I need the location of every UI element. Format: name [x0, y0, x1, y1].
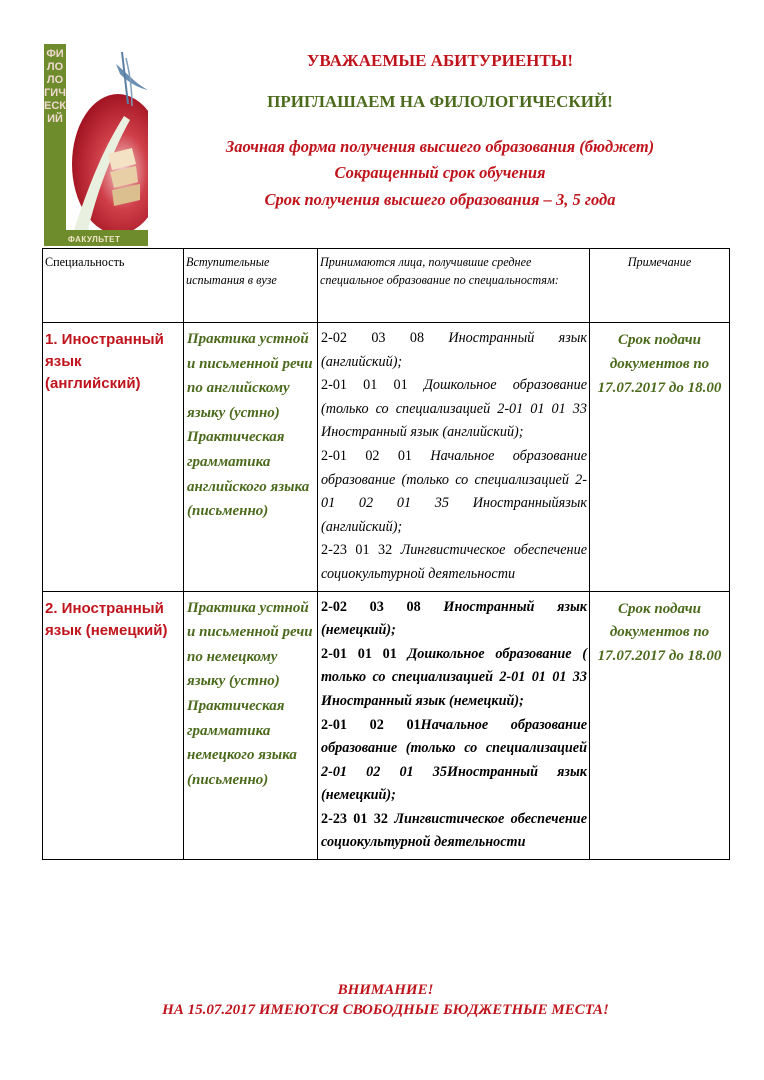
study-duration-line: Срок получения высшего образования – 3, 5 года [264, 190, 616, 209]
accepted-list-german [318, 591, 590, 860]
list-item: 2-23 01 32 Лингвистическое обеспечение социокультурной деятельности [321, 810, 587, 851]
logo-vertical-text: ФИЛОЛОГИЧЕСКИЙ [44, 48, 66, 125]
greeting-title: УВАЖАЕМЫЕ АБИТУРИЕНТЫ! [306, 51, 574, 70]
list-item: 2-01 01 01 Дошкольное образование (только со специализацией 2-01 01 01 33 Иностранный язык (английский); [321, 377, 587, 441]
logo-emblem-icon [66, 44, 148, 230]
table-row [43, 591, 730, 860]
free-places-line: НА 15.07.2017 ИМЕЮТСЯ СВОБОДНЫЕ БЮДЖЕТНЫЕ МЕСТА! [162, 1002, 609, 1018]
specialty-german: 2. Иностранный язык (немецкий) [43, 591, 184, 860]
faculty-logo [44, 44, 148, 246]
exams-german: Практика устной и письменной речи по немецкому языку (устно) Практическая грамматика немецкого языка (письменно) [184, 591, 318, 860]
logo-foot-text: ФАКУЛЬТЕТ [68, 235, 121, 244]
note-german: Срок подачи документов по 17.07.2017 до 18.00 [590, 591, 730, 860]
list-item: 2-02 03 08 Иностранный язык (немецкий); [321, 598, 587, 639]
specialty-english: 1. Иностранный язык (английский) [43, 323, 184, 592]
header-specialty: Специальность [43, 249, 184, 323]
table-header-row [43, 249, 730, 323]
study-term-line: Сокращенный срок обучения [334, 163, 546, 182]
accepted-list-english [318, 323, 590, 592]
specialties-table [42, 248, 730, 860]
invitation-title: ПРИГЛАШАЕМ НА ФИЛОЛОГИЧЕСКИЙ! [267, 92, 613, 111]
header-accepted: Принимаются лица, получившие среднее специальное образование по специальностям: [318, 249, 590, 323]
note-english: Срок подачи документов по 17.07.2017 до 18.00 [590, 323, 730, 592]
list-item: 2-01 02 01Начальное образование образование (только со специализацией 2-01 02 01 35Иностранный язык (немецкий); [321, 716, 588, 804]
table-row [43, 323, 730, 592]
header-note: Примечание [590, 249, 730, 323]
attention-line: ВНИМАНИЕ! [337, 982, 434, 998]
list-item: 2-02 03 08 Иностранный язык (английский); [321, 330, 587, 370]
list-item: 2-01 01 01 Дошкольное образование ( только со специализацией 2-01 01 01 33 Иностранный язык (немецкий); [321, 645, 587, 709]
header-exams: Вступительные испытания в вузе [184, 249, 318, 323]
exams-english: Практика устной и письменной речи по английскому языку (устно) Практическая грамматика английского языка (письменно) [184, 323, 318, 592]
list-item: 2-01 02 01 Начальное образование образование (только со специализацией 2-01 02 01 35 Иностранныйязык (английский); [321, 447, 587, 535]
list-item: 2-23 01 32 Лингвистическое обеспечение социокультурной деятельности [321, 542, 587, 582]
study-form-line: Заочная форма получения высшего образования (бюджет) [225, 137, 655, 156]
